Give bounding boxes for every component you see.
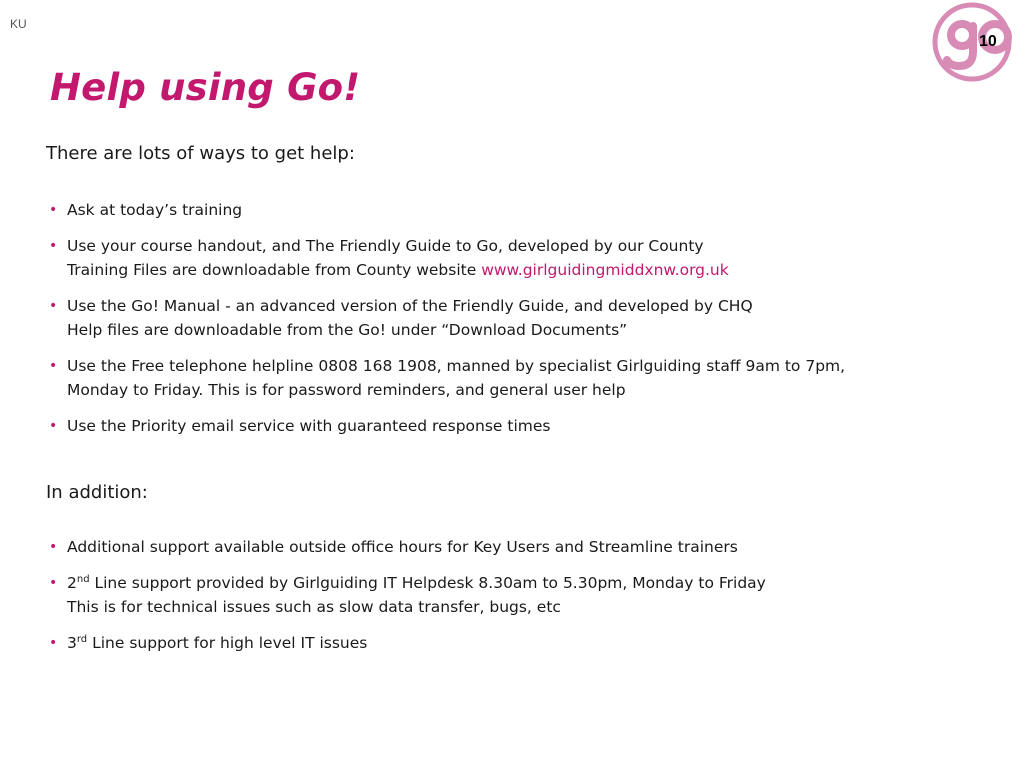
help-ways-list: [46, 198, 976, 450]
bullet-text: Use the Priority email service with guaranteed response times: [67, 417, 551, 435]
section-heading-ways: There are lots of ways to get help:: [46, 143, 355, 164]
ordinal-number: 2: [67, 574, 77, 592]
bullet-icon: •: [49, 298, 58, 314]
bullet-icon: •: [49, 358, 58, 374]
bullet-icon: •: [49, 238, 58, 254]
bullet-text: Use the Go! Manual - an advanced version of the Friendly Guide, and developed by CHQ: [67, 297, 753, 315]
list-item: [46, 198, 976, 222]
bullet-icon: •: [49, 418, 58, 434]
list-item: [46, 535, 976, 559]
bullet-text: Line support for high level IT issues: [87, 634, 368, 652]
bullet-text: Line support provided by Girlguiding IT Helpdesk 8.30am to 5.30pm, Monday to Friday: [89, 574, 766, 592]
list-item: [46, 414, 976, 438]
ordinal-suffix: nd: [76, 574, 90, 585]
bullet-icon: •: [49, 539, 58, 555]
bullet-icon: •: [49, 635, 58, 651]
bullet-text: Use the Free telephone helpline 0808 168 1908, manned by specialist Girlguiding staff 9am to 7pm,: [67, 357, 846, 375]
bullet-text: Additional support available outside office hours for Key Users and Streamline trainers: [67, 538, 738, 556]
corner-tag: KU: [10, 17, 27, 31]
bullet-text: Use your course handout, and The Friendly Guide to Go, developed by our County: [67, 237, 704, 255]
bullet-text: Monday to Friday. This is for password reminders, and general user help: [67, 381, 626, 399]
page-number: 10: [979, 33, 997, 50]
ordinal-number: 3: [67, 634, 77, 652]
bullet-text: Training Files are downloadable from County website: [67, 261, 482, 279]
slide-title: Help using Go!: [50, 66, 361, 109]
ordinal-suffix: rd: [76, 634, 88, 645]
list-item: [46, 571, 976, 619]
additional-support-list: [46, 535, 976, 667]
list-item: [46, 631, 976, 655]
bullet-icon: •: [49, 202, 58, 218]
list-item: [46, 234, 976, 282]
county-website-link[interactable]: www.girlguidingmiddxnw.org.uk: [481, 261, 729, 279]
bullet-icon: •: [49, 575, 58, 591]
section-heading-addition: In addition:: [46, 482, 148, 503]
list-item: [46, 294, 976, 342]
bullet-text: Help files are downloadable from the Go! under “Download Documents”: [67, 321, 628, 339]
go-logo-icon: [928, 2, 1020, 82]
list-item: [46, 354, 976, 402]
bullet-text: This is for technical issues such as slow data transfer, bugs, etc: [67, 598, 561, 616]
bullet-text: Ask at today’s training: [67, 201, 243, 219]
